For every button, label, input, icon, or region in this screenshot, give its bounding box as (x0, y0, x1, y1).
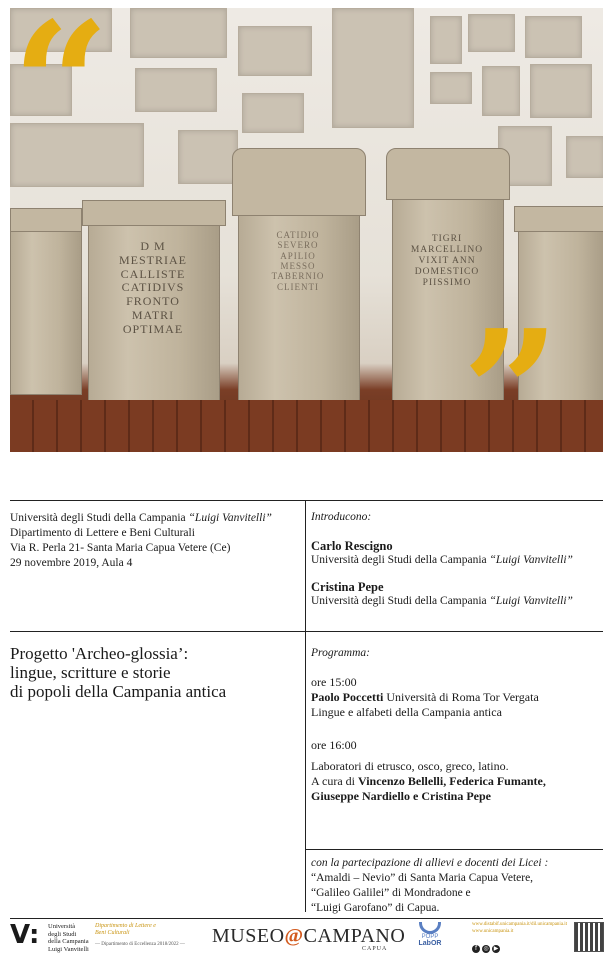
labor-logo (415, 922, 445, 954)
vanvitelli-logo-text (48, 923, 89, 953)
logo-text-line: Luigi Vanvitelli (48, 945, 89, 953)
university-line (10, 511, 300, 526)
museo-subtitle: CAPUA (362, 946, 388, 952)
logo-text-line: degli Studi (48, 930, 77, 938)
dept-excellence: — Dipartimento di Eccellenza 2018/2022 — (95, 942, 185, 947)
slot-talk: Lingue e alfabeti della Campania antica (311, 705, 502, 719)
divider-middle (10, 631, 603, 632)
facebook-icon[interactable]: f (472, 945, 480, 953)
web-links (472, 922, 567, 935)
wall-plaque (178, 130, 238, 184)
department-logo (95, 923, 156, 937)
wall-plaque (238, 26, 312, 76)
title-line: Progetto 'Archeo-glossia’: (10, 644, 189, 663)
wall-plaque (430, 16, 462, 64)
footer-divider (10, 918, 603, 919)
divider-participation (305, 849, 603, 850)
slot-curators-line (311, 773, 603, 789)
school: “Luigi Garofano” di Capua. (311, 902, 440, 914)
youtube-icon[interactable]: ▶ (493, 945, 499, 952)
affiliation-prefix: Università degli Studi della Campania (311, 554, 490, 566)
wall-plaque (130, 8, 227, 58)
affiliation-prefix: Università degli Studi della Campania (311, 595, 490, 607)
intro-speaker-affiliation (311, 554, 603, 566)
title-line: di popoli della Campania antica (10, 682, 227, 701)
vanvitelli-logo: V: (10, 920, 40, 950)
event-info (10, 511, 300, 571)
close-quote-icon: ” (462, 293, 560, 452)
inscription-catidio: CATIDIO SEVERO APILIO MESSO TABERNIO CLIENTI (271, 230, 325, 292)
slot-activity: Laboratori di etrusco, osco, greco, latino. (311, 759, 509, 773)
logo-text-line: Università (48, 923, 76, 930)
wall-relief (332, 8, 414, 128)
inscription-mestria: D M MESTRIAE CALLISTE CATIDIVS FRONTO MATRI OPTIMAE (119, 239, 187, 336)
inscription-tigri: TIGRI MARCELLINO VIXIT ANN DOMESTICO PIISSIMO (410, 234, 484, 288)
museo-c-icon: @ (284, 925, 304, 947)
logo-text-line: della Campania (48, 938, 89, 945)
programme-label: Programma: (311, 647, 370, 659)
slot-speaker-line (311, 689, 603, 705)
wall-plaque (468, 14, 515, 52)
altar-left-top (10, 208, 82, 232)
participation (311, 856, 603, 916)
curators: Giuseppe Nardiello e Cristina Pepe (311, 789, 491, 803)
affiliation-name: “Luigi Vanvitelli” (489, 595, 573, 607)
qr-code (574, 922, 604, 952)
slot-time: ore 16:00 (311, 738, 357, 752)
wall-plaque (525, 16, 582, 58)
hero-photo (10, 8, 603, 452)
altar-left (10, 223, 82, 395)
altar-right-top (514, 206, 603, 232)
labor-arc-icon (419, 922, 441, 934)
campano-word: CAMPANO (303, 925, 406, 947)
dept-line: Dipartimento di Lettere e (95, 923, 156, 929)
wall-plaque (242, 93, 304, 133)
wall-plaque (530, 64, 592, 118)
address: Via R. Perla 21- Santa Maria Capua Vetere (Ce) (10, 542, 231, 554)
divider-vertical (305, 500, 306, 912)
event-title (10, 644, 300, 701)
wall-plaque (566, 136, 603, 178)
date-room: 29 novembre 2019, Aula 4 (10, 557, 133, 569)
university-prefix: Università degli Studi della Campania (10, 512, 189, 524)
museo-word: MUSEO (212, 925, 285, 947)
museo-campano-logo (212, 925, 405, 948)
slot-speaker: Paolo Poccetti (311, 690, 384, 704)
social-icons (472, 937, 502, 955)
school: “Amaldi – Nevio” di Santa Maria Capua Vetere, (311, 872, 534, 884)
intro-speaker-affiliation (311, 595, 603, 607)
wall-plaque (430, 72, 472, 104)
altar-tigri-top (386, 148, 510, 200)
title-line: lingue, scritture e storie (10, 663, 171, 682)
intro-speaker-name: Carlo Rescigno (311, 539, 393, 553)
curators: Vincenzo Bellelli, Federica Fumante, (358, 774, 546, 788)
wall-plaque (135, 68, 217, 112)
divider-top (10, 500, 603, 501)
slot-affiliation: Università di Roma Tor Vergata (383, 690, 539, 704)
web-link[interactable]: www.distabif.unicampania.it/dil.unicampania.it (472, 922, 568, 927)
altar-mestria-top (82, 200, 226, 226)
instagram-icon[interactable]: ◎ (483, 945, 489, 952)
department: Dipartimento di Lettere e Beni Culturali (10, 527, 195, 539)
intro-label: Introducono: (311, 511, 372, 523)
web-link[interactable]: www.unicampania.it (472, 928, 514, 934)
affiliation-name: “Luigi Vanvitelli” (489, 554, 573, 566)
university-name: “Luigi Vanvitelli” (188, 512, 272, 524)
open-quote-icon: “ (12, 8, 110, 185)
slot-time: ore 15:00 (311, 675, 357, 689)
curated-prefix: A cura di (311, 774, 358, 788)
dept-line: Beni Culturali (95, 930, 130, 936)
labor-top: POPP (421, 934, 439, 940)
school: “Galileo Galilei” di Mondradone e (311, 887, 471, 899)
altar-catidio-top (232, 148, 366, 216)
intro-speaker-name: Cristina Pepe (311, 580, 384, 594)
labor-bottom: LabOR (418, 940, 442, 947)
participation-intro: con la partecipazione di allievi e docenti dei Licei : (311, 857, 549, 869)
wall-plaque (482, 66, 520, 116)
